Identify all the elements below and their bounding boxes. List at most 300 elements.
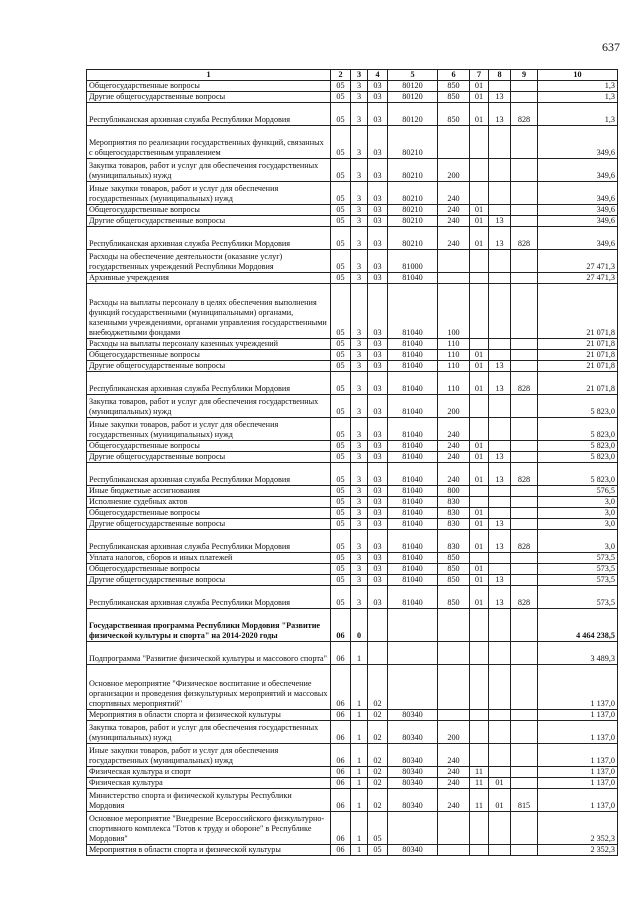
amount-cell: 3,0 <box>538 519 618 530</box>
code-cell <box>511 642 538 665</box>
code-cell: 80210 <box>388 205 438 216</box>
code-cell: 81040 <box>388 339 438 350</box>
code-cell <box>511 159 538 182</box>
code-cell: 80210 <box>388 126 438 159</box>
table-row <box>87 497 618 508</box>
amount-cell: 573,5 <box>538 564 618 575</box>
code-cell: 05 <box>331 372 351 395</box>
row-name-cell: Уплата налогов, сборов и иных платежей <box>87 553 331 564</box>
code-cell: 11 <box>470 789 489 812</box>
code-cell <box>388 665 438 710</box>
code-cell: 1 <box>351 767 368 778</box>
code-cell <box>489 273 511 284</box>
code-cell: 03 <box>368 250 388 273</box>
row-name-cell: Закупка товаров, работ и услуг для обеспечения государственных (муниципальных) нужд <box>87 721 331 744</box>
table-row <box>87 486 618 497</box>
code-cell: 110 <box>438 372 470 395</box>
code-cell: 03 <box>368 372 388 395</box>
amount-cell: 1 137,0 <box>538 710 618 721</box>
code-cell <box>511 710 538 721</box>
row-name-cell: Закупка товаров, работ и услуг для обеспечения государственных (муниципальных) нужд <box>87 395 331 418</box>
code-cell: 81040 <box>388 575 438 586</box>
row-name-cell: Мероприятия в области спорта и физической культуры <box>87 710 331 721</box>
table-row <box>87 586 618 609</box>
column-header: 3 <box>351 70 368 81</box>
budget-table <box>86 69 618 856</box>
table-row <box>87 103 618 126</box>
code-cell: 80340 <box>388 767 438 778</box>
table-row <box>87 182 618 205</box>
code-cell: 828 <box>511 463 538 486</box>
code-cell: 01 <box>470 372 489 395</box>
code-cell: 01 <box>470 227 489 250</box>
row-name-cell: Мероприятия по реализации государственных функций, связанных с общегосударственным управлением <box>87 126 331 159</box>
amount-cell: 2 352,3 <box>538 812 618 845</box>
code-cell: 828 <box>511 586 538 609</box>
amount-cell: 4 464 238,5 <box>538 609 618 642</box>
code-cell <box>489 508 511 519</box>
row-name-cell: Республиканская архивная служба Республики Мордовия <box>87 103 331 126</box>
code-cell <box>511 452 538 463</box>
code-cell: 05 <box>331 530 351 553</box>
row-name-cell: Физическая культура и спорт <box>87 767 331 778</box>
code-cell: 200 <box>438 395 470 418</box>
amount-cell: 21 071,8 <box>538 284 618 339</box>
table-row <box>87 350 618 361</box>
code-cell: 05 <box>331 250 351 273</box>
code-cell: 3 <box>351 103 368 126</box>
code-cell: 01 <box>470 452 489 463</box>
code-cell: 03 <box>368 103 388 126</box>
code-cell: 01 <box>470 530 489 553</box>
code-cell: 3 <box>351 159 368 182</box>
code-cell <box>438 710 470 721</box>
code-cell <box>511 519 538 530</box>
table-row <box>87 395 618 418</box>
row-name-cell: Другие общегосударственные вопросы <box>87 216 331 227</box>
column-header: 5 <box>388 70 438 81</box>
code-cell: 81040 <box>388 361 438 372</box>
code-cell: 800 <box>438 486 470 497</box>
code-cell <box>470 812 489 845</box>
row-name-cell: Иные закупки товаров, работ и услуг для обеспечения государственных (муниципальных) нужд <box>87 182 331 205</box>
table-row <box>87 812 618 845</box>
code-cell: 1 <box>351 845 368 856</box>
code-cell: 81040 <box>388 284 438 339</box>
code-cell <box>489 81 511 92</box>
code-cell: 3 <box>351 508 368 519</box>
code-cell <box>470 721 489 744</box>
code-cell: 240 <box>438 767 470 778</box>
code-cell: 81040 <box>388 508 438 519</box>
row-name-cell: Закупка товаров, работ и услуг для обеспечения государственных (муниципальных) нужд <box>87 159 331 182</box>
code-cell: 3 <box>351 205 368 216</box>
table-row <box>87 250 618 273</box>
code-cell: 03 <box>368 350 388 361</box>
code-cell: 05 <box>331 452 351 463</box>
amount-cell: 3,0 <box>538 497 618 508</box>
code-cell <box>511 339 538 350</box>
code-cell <box>368 609 388 642</box>
code-cell: 13 <box>489 519 511 530</box>
code-cell: 06 <box>331 767 351 778</box>
code-cell <box>470 126 489 159</box>
code-cell: 02 <box>368 789 388 812</box>
code-cell: 05 <box>331 418 351 441</box>
amount-cell: 349,6 <box>538 205 618 216</box>
code-cell <box>438 812 470 845</box>
code-cell: 850 <box>438 553 470 564</box>
code-cell: 80210 <box>388 216 438 227</box>
row-name-cell: Республиканская архивная служба Республики Мордовия <box>87 463 331 486</box>
code-cell: 3 <box>351 339 368 350</box>
amount-cell: 1 137,0 <box>538 721 618 744</box>
code-cell: 80210 <box>388 159 438 182</box>
code-cell: 850 <box>438 92 470 103</box>
amount-cell: 349,6 <box>538 216 618 227</box>
code-cell <box>438 250 470 273</box>
code-cell <box>489 159 511 182</box>
code-cell: 05 <box>331 463 351 486</box>
row-name-cell: Республиканская архивная служба Республики Мордовия <box>87 530 331 553</box>
code-cell: 81040 <box>388 395 438 418</box>
code-cell <box>511 744 538 767</box>
code-cell <box>470 497 489 508</box>
code-cell: 850 <box>438 103 470 126</box>
code-cell: 05 <box>331 564 351 575</box>
table-row <box>87 441 618 452</box>
code-cell: 240 <box>438 778 470 789</box>
code-cell: 06 <box>331 789 351 812</box>
code-cell: 80340 <box>388 721 438 744</box>
code-cell: 05 <box>331 553 351 564</box>
code-cell: 80340 <box>388 789 438 812</box>
code-cell: 80340 <box>388 744 438 767</box>
code-cell: 01 <box>489 778 511 789</box>
code-cell: 03 <box>368 284 388 339</box>
code-cell <box>489 182 511 205</box>
amount-cell: 5 823,0 <box>538 441 618 452</box>
code-cell <box>511 250 538 273</box>
code-cell: 02 <box>368 778 388 789</box>
table-row <box>87 159 618 182</box>
code-cell <box>511 273 538 284</box>
row-name-cell: Иные закупки товаров, работ и услуг для обеспечения государственных (муниципальных) нужд <box>87 744 331 767</box>
code-cell <box>511 721 538 744</box>
amount-cell: 1 137,0 <box>538 767 618 778</box>
code-cell: 81040 <box>388 452 438 463</box>
row-name-cell: Архивные учреждения <box>87 273 331 284</box>
code-cell: 80210 <box>388 182 438 205</box>
table-row <box>87 665 618 710</box>
code-cell <box>489 205 511 216</box>
column-header: 6 <box>438 70 470 81</box>
code-cell: 01 <box>470 564 489 575</box>
code-cell: 06 <box>331 721 351 744</box>
amount-cell: 27 471,3 <box>538 273 618 284</box>
code-cell: 01 <box>470 350 489 361</box>
table-row <box>87 284 618 339</box>
code-cell: 240 <box>438 227 470 250</box>
column-header: 7 <box>470 70 489 81</box>
code-cell <box>489 744 511 767</box>
code-cell: 3 <box>351 519 368 530</box>
code-cell: 3 <box>351 284 368 339</box>
code-cell <box>438 273 470 284</box>
code-cell: 05 <box>331 227 351 250</box>
code-cell: 3 <box>351 126 368 159</box>
code-cell <box>511 395 538 418</box>
code-cell <box>470 250 489 273</box>
code-cell: 05 <box>331 575 351 586</box>
table-row <box>87 273 618 284</box>
amount-cell: 1 137,0 <box>538 665 618 710</box>
code-cell: 200 <box>438 721 470 744</box>
code-cell: 13 <box>489 586 511 609</box>
column-header: 1 <box>87 70 331 81</box>
table-row <box>87 721 618 744</box>
code-cell <box>489 609 511 642</box>
code-cell: 81040 <box>388 418 438 441</box>
code-cell: 80210 <box>388 227 438 250</box>
code-cell: 13 <box>489 452 511 463</box>
code-cell: 05 <box>368 812 388 845</box>
code-cell <box>489 767 511 778</box>
code-cell: 830 <box>438 530 470 553</box>
code-cell: 850 <box>438 586 470 609</box>
row-name-cell: Расходы на выплаты персоналу казенных учреждений <box>87 339 331 350</box>
amount-cell: 573,5 <box>538 575 618 586</box>
code-cell: 03 <box>368 273 388 284</box>
amount-cell: 21 071,8 <box>538 350 618 361</box>
code-cell: 02 <box>368 665 388 710</box>
code-cell <box>511 778 538 789</box>
column-header: 9 <box>511 70 538 81</box>
code-cell <box>511 350 538 361</box>
column-header: 2 <box>331 70 351 81</box>
code-cell: 05 <box>331 395 351 418</box>
code-cell: 3 <box>351 182 368 205</box>
code-cell: 81040 <box>388 441 438 452</box>
code-cell: 05 <box>331 441 351 452</box>
row-name-cell: Другие общегосударственные вопросы <box>87 519 331 530</box>
row-name-cell: Подпрограмма "Развитие физической культуры и массового спорта" <box>87 642 331 665</box>
amount-cell: 1,3 <box>538 92 618 103</box>
code-cell: 01 <box>470 92 489 103</box>
code-cell: 05 <box>331 508 351 519</box>
code-cell <box>489 486 511 497</box>
amount-cell: 5 823,0 <box>538 452 618 463</box>
code-cell: 81040 <box>388 273 438 284</box>
code-cell <box>511 508 538 519</box>
code-cell: 3 <box>351 452 368 463</box>
amount-cell: 5 823,0 <box>538 395 618 418</box>
code-cell <box>438 609 470 642</box>
table-row <box>87 845 618 856</box>
code-cell: 02 <box>368 721 388 744</box>
code-cell <box>470 339 489 350</box>
amount-cell: 3,0 <box>538 508 618 519</box>
code-cell: 03 <box>368 441 388 452</box>
table-header-row <box>87 70 618 81</box>
code-cell: 02 <box>368 767 388 778</box>
code-cell <box>511 182 538 205</box>
code-cell: 06 <box>331 845 351 856</box>
code-cell: 81040 <box>388 497 438 508</box>
code-cell: 80120 <box>388 103 438 126</box>
amount-cell: 27 471,3 <box>538 250 618 273</box>
amount-cell: 349,6 <box>538 159 618 182</box>
code-cell <box>489 845 511 856</box>
code-cell: 05 <box>331 497 351 508</box>
row-name-cell: Общегосударственные вопросы <box>87 205 331 216</box>
column-header: 4 <box>368 70 388 81</box>
code-cell: 200 <box>438 159 470 182</box>
code-cell: 815 <box>511 789 538 812</box>
row-name-cell: Расходы на обеспечение деятельности (оказание услуг) государственных учреждений Республики Мордовия <box>87 250 331 273</box>
code-cell: 240 <box>438 463 470 486</box>
code-cell: 11 <box>470 778 489 789</box>
code-cell <box>489 564 511 575</box>
code-cell: 03 <box>368 227 388 250</box>
code-cell: 03 <box>368 575 388 586</box>
code-cell: 03 <box>368 486 388 497</box>
code-cell: 240 <box>438 418 470 441</box>
code-cell <box>489 395 511 418</box>
code-cell: 03 <box>368 497 388 508</box>
amount-cell: 573,5 <box>538 553 618 564</box>
amount-cell: 1 137,0 <box>538 789 618 812</box>
code-cell: 3 <box>351 553 368 564</box>
row-name-cell: Иные бюджетные ассигнования <box>87 486 331 497</box>
code-cell: 81040 <box>388 372 438 395</box>
code-cell <box>511 553 538 564</box>
row-name-cell: Общегосударственные вопросы <box>87 350 331 361</box>
code-cell: 1 <box>351 710 368 721</box>
code-cell: 01 <box>470 441 489 452</box>
code-cell <box>489 250 511 273</box>
code-cell: 03 <box>368 339 388 350</box>
table-row <box>87 767 618 778</box>
table-row <box>87 339 618 350</box>
code-cell: 03 <box>368 216 388 227</box>
code-cell <box>511 564 538 575</box>
code-cell: 13 <box>489 530 511 553</box>
code-cell: 05 <box>331 361 351 372</box>
code-cell: 850 <box>438 564 470 575</box>
column-header: 8 <box>489 70 511 81</box>
code-cell <box>470 744 489 767</box>
code-cell: 3 <box>351 497 368 508</box>
row-name-cell: Общегосударственные вопросы <box>87 441 331 452</box>
code-cell: 03 <box>368 564 388 575</box>
table-row <box>87 452 618 463</box>
row-name-cell: Министерство спорта и физической культуры Республики Мордовия <box>87 789 331 812</box>
code-cell: 03 <box>368 182 388 205</box>
code-cell <box>489 665 511 710</box>
code-cell: 830 <box>438 519 470 530</box>
table-row <box>87 205 618 216</box>
code-cell <box>511 126 538 159</box>
code-cell: 3 <box>351 575 368 586</box>
code-cell: 06 <box>331 710 351 721</box>
code-cell: 05 <box>331 519 351 530</box>
code-cell: 03 <box>368 92 388 103</box>
amount-cell: 21 071,8 <box>538 339 618 350</box>
code-cell <box>489 710 511 721</box>
code-cell: 06 <box>331 812 351 845</box>
code-cell: 03 <box>368 463 388 486</box>
code-cell: 02 <box>368 744 388 767</box>
code-cell <box>470 553 489 564</box>
table-row <box>87 216 618 227</box>
code-cell: 3 <box>351 441 368 452</box>
table-row <box>87 710 618 721</box>
code-cell <box>470 284 489 339</box>
code-cell <box>511 767 538 778</box>
code-cell: 01 <box>470 575 489 586</box>
amount-cell: 5 823,0 <box>538 463 618 486</box>
page-number: 637 <box>602 40 620 54</box>
code-cell: 850 <box>438 81 470 92</box>
code-cell: 01 <box>470 519 489 530</box>
amount-cell: 21 071,8 <box>538 372 618 395</box>
table-row <box>87 564 618 575</box>
table-row <box>87 744 618 767</box>
code-cell: 80340 <box>388 710 438 721</box>
code-cell: 05 <box>331 273 351 284</box>
code-cell: 05 <box>331 81 351 92</box>
code-cell: 1 <box>351 721 368 744</box>
code-cell: 110 <box>438 339 470 350</box>
code-cell: 80340 <box>388 845 438 856</box>
code-cell: 3 <box>351 586 368 609</box>
code-cell: 06 <box>331 665 351 710</box>
code-cell <box>438 642 470 665</box>
code-cell: 05 <box>331 92 351 103</box>
code-cell <box>511 92 538 103</box>
code-cell <box>470 845 489 856</box>
code-cell <box>438 126 470 159</box>
code-cell: 828 <box>511 103 538 126</box>
code-cell: 06 <box>331 744 351 767</box>
code-cell: 3 <box>351 395 368 418</box>
code-cell: 13 <box>489 216 511 227</box>
amount-cell: 2 352,3 <box>538 845 618 856</box>
code-cell: 01 <box>470 463 489 486</box>
code-cell: 81040 <box>388 519 438 530</box>
code-cell: 1 <box>351 778 368 789</box>
amount-cell: 1 137,0 <box>538 744 618 767</box>
code-cell <box>511 441 538 452</box>
code-cell: 03 <box>368 553 388 564</box>
code-cell <box>470 273 489 284</box>
code-cell: 05 <box>331 586 351 609</box>
amount-cell: 3 489,3 <box>538 642 618 665</box>
code-cell: 3 <box>351 227 368 250</box>
row-name-cell: Другие общегосударственные вопросы <box>87 575 331 586</box>
code-cell: 3 <box>351 92 368 103</box>
code-cell: 240 <box>438 744 470 767</box>
code-cell: 850 <box>438 575 470 586</box>
amount-cell: 21 071,8 <box>538 361 618 372</box>
table-row <box>87 519 618 530</box>
code-cell <box>470 159 489 182</box>
row-name-cell: Другие общегосударственные вопросы <box>87 452 331 463</box>
code-cell: 240 <box>438 216 470 227</box>
code-cell <box>368 642 388 665</box>
table-row <box>87 553 618 564</box>
